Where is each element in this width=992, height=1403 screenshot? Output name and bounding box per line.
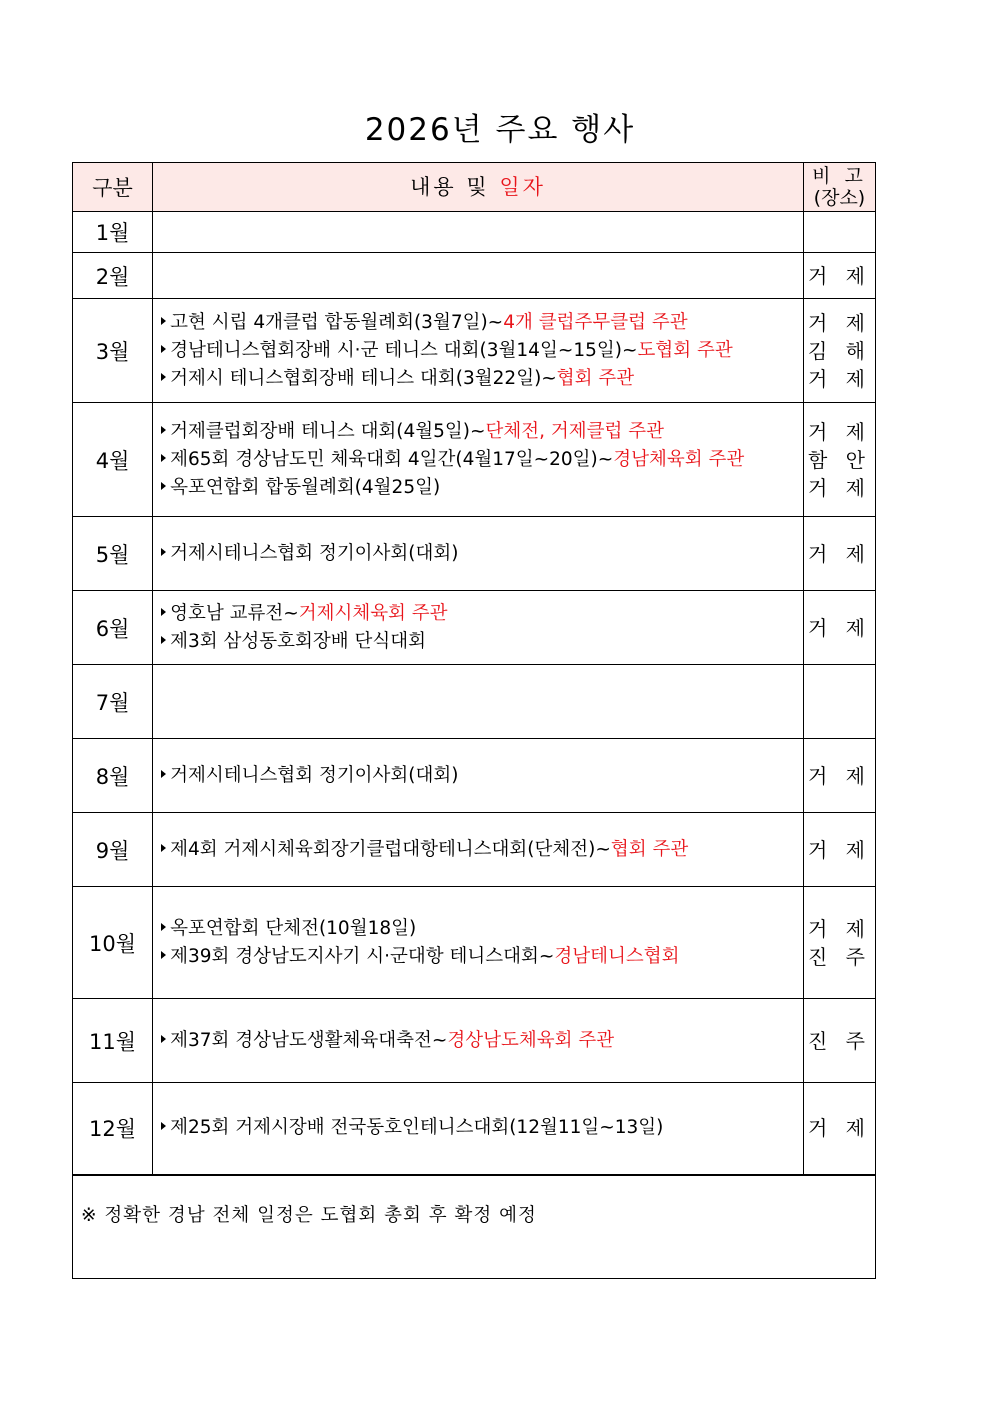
month-cell: 11월	[73, 999, 153, 1083]
place-name: 거 제	[807, 541, 871, 566]
header-remarks-line1: 비 고	[812, 165, 867, 187]
content-cell	[153, 999, 804, 1083]
table-row	[73, 591, 876, 665]
content-cell	[153, 517, 804, 591]
event-organizer: 경상남도체육회 주관	[447, 1029, 615, 1051]
place-name: 거 제	[807, 1116, 871, 1141]
place-name: 거 제	[807, 419, 871, 444]
bullet-triangle-icon	[161, 345, 166, 353]
event-text: 거제시테니스협회 정기이사회(대회)	[170, 542, 459, 564]
bullet-triangle-icon	[161, 548, 166, 556]
place-name: 거 제	[807, 763, 871, 788]
bullet-triangle-icon	[161, 1035, 166, 1043]
event-item	[161, 762, 803, 790]
place-name: 거 제	[807, 263, 871, 288]
place-cell	[803, 212, 875, 253]
table-row	[73, 212, 876, 253]
bullet-triangle-icon	[161, 426, 166, 434]
bullet-triangle-icon	[161, 844, 166, 852]
month-cell: 9월	[73, 813, 153, 887]
event-organizer: 단체전, 거제클럽 주관	[485, 420, 665, 442]
event-text: 제25회 거제시장배 전국동호인테니스대회(12월11일~13일)	[170, 1117, 664, 1139]
place-cell	[803, 253, 875, 299]
place-cell	[803, 1083, 875, 1175]
event-item	[161, 337, 803, 365]
place-cell	[803, 999, 875, 1083]
event-organizer: 도협회 주관	[637, 339, 733, 361]
event-item	[161, 600, 803, 628]
header-remarks	[803, 163, 875, 212]
place-cell	[803, 813, 875, 887]
place-name: 거 제	[807, 366, 871, 391]
bullet-triangle-icon	[161, 373, 166, 381]
event-text: 고현 시립 4개클럽 합동월례회(3월7일)~	[170, 311, 504, 333]
header-content-date: 일자	[499, 175, 546, 199]
table-row	[73, 253, 876, 299]
event-text: 거제시테니스협회 정기이사회(대회)	[170, 764, 459, 786]
event-text: 영호남 교류전~	[170, 602, 299, 624]
bullet-triangle-icon	[161, 770, 166, 778]
header-category: 구분	[73, 163, 153, 212]
event-item	[161, 836, 803, 864]
event-text: 제39회 경상남도지사기 시·군대항 테니스대회~	[170, 945, 555, 967]
table-row	[73, 999, 876, 1083]
event-text: 제37회 경상남도생활체육대축전~	[170, 1029, 448, 1051]
header-content	[153, 163, 804, 212]
content-cell	[153, 591, 804, 665]
month-cell: 6월	[73, 591, 153, 665]
place-name: 거 제	[807, 475, 871, 500]
event-text: 거제클럽회장배 테니스 대회(4월5일)~	[170, 420, 486, 442]
event-text: 제65회 경상남도민 체육대회 4일간(4월17일~20일)~	[170, 448, 614, 470]
event-item	[161, 365, 803, 393]
month-cell: 1월	[73, 212, 153, 253]
month-cell: 7월	[73, 665, 153, 739]
bullet-triangle-icon	[161, 636, 166, 644]
event-item	[161, 474, 803, 502]
place-cell	[803, 403, 875, 517]
place-cell	[803, 299, 875, 403]
place-name: 진 주	[807, 1028, 871, 1053]
bullet-triangle-icon	[161, 923, 166, 931]
table-row	[73, 887, 876, 999]
place-name: 거 제	[807, 837, 871, 862]
place-cell	[803, 887, 875, 999]
event-organizer: 경남체육회 주관	[613, 448, 745, 470]
event-organizer: 거제시체육회 주관	[298, 602, 448, 624]
bullet-triangle-icon	[161, 482, 166, 490]
header-remarks-line2: (장소)	[813, 187, 866, 209]
table-row	[73, 1083, 876, 1175]
footnote-box	[72, 1175, 876, 1279]
events-table	[72, 162, 876, 1176]
month-cell: 2월	[73, 253, 153, 299]
event-item	[161, 418, 803, 446]
content-cell	[153, 1083, 804, 1175]
event-text: 경남테니스협회장배 시·군 테니스 대회(3월14일~15일)~	[170, 339, 638, 361]
event-item	[161, 309, 803, 337]
content-cell	[153, 299, 804, 403]
table-header-row	[73, 163, 876, 212]
event-organizer: 경남테니스협회	[554, 945, 680, 967]
place-cell	[803, 665, 875, 739]
content-cell	[153, 212, 804, 253]
table-row	[73, 403, 876, 517]
content-cell	[153, 739, 804, 813]
footnote: ※ 정확한 경남 전체 일정은 도협회 총회 후 확정 예정	[81, 1205, 537, 1226]
event-text: 제3회 삼성동호회장배 단식대회	[170, 630, 426, 652]
place-cell	[803, 517, 875, 591]
event-organizer: 협회 주관	[610, 838, 689, 860]
month-cell: 8월	[73, 739, 153, 813]
content-cell	[153, 887, 804, 999]
event-item	[161, 540, 803, 568]
place-cell	[803, 591, 875, 665]
content-cell	[153, 665, 804, 739]
event-item	[161, 943, 803, 971]
table-row	[73, 739, 876, 813]
event-text: 거제시 테니스협회장배 테니스 대회(3월22일)~	[170, 367, 557, 389]
table-row	[73, 665, 876, 739]
place-name: 함 안	[807, 447, 871, 472]
place-name: 김 해	[807, 338, 871, 363]
content-cell	[153, 253, 804, 299]
event-organizer: 협회 주관	[556, 367, 635, 389]
place-name: 거 제	[807, 310, 871, 335]
place-cell	[803, 739, 875, 813]
table-row	[73, 813, 876, 887]
event-text: 옥포연합회 합동월례회(4월25일)	[170, 476, 441, 498]
content-cell	[153, 813, 804, 887]
event-item	[161, 1114, 803, 1142]
month-cell: 10월	[73, 887, 153, 999]
event-text: 제4회 거제시체육회장기클럽대항테니스대회(단체전)~	[170, 838, 611, 860]
place-name: 진 주	[807, 944, 871, 969]
table-row	[73, 299, 876, 403]
page-title: 2026년 주요 행사	[364, 112, 636, 148]
event-item	[161, 446, 803, 474]
bullet-triangle-icon	[161, 317, 166, 325]
bullet-triangle-icon	[161, 951, 166, 959]
month-cell: 4월	[73, 403, 153, 517]
bullet-triangle-icon	[161, 454, 166, 462]
event-item	[161, 628, 803, 656]
table-row	[73, 517, 876, 591]
event-item	[161, 915, 803, 943]
month-cell: 5월	[73, 517, 153, 591]
place-name: 거 제	[807, 615, 871, 640]
bullet-triangle-icon	[161, 1122, 166, 1130]
header-content-label: 내용 및	[410, 175, 500, 199]
month-cell: 3월	[73, 299, 153, 403]
event-organizer: 4개 클럽주무클럽 주관	[503, 311, 688, 333]
event-item	[161, 1027, 803, 1055]
month-cell: 12월	[73, 1083, 153, 1175]
content-cell	[153, 403, 804, 517]
place-name: 거 제	[807, 916, 871, 941]
bullet-triangle-icon	[161, 608, 166, 616]
event-text: 옥포연합회 단체전(10월18일)	[170, 917, 417, 939]
